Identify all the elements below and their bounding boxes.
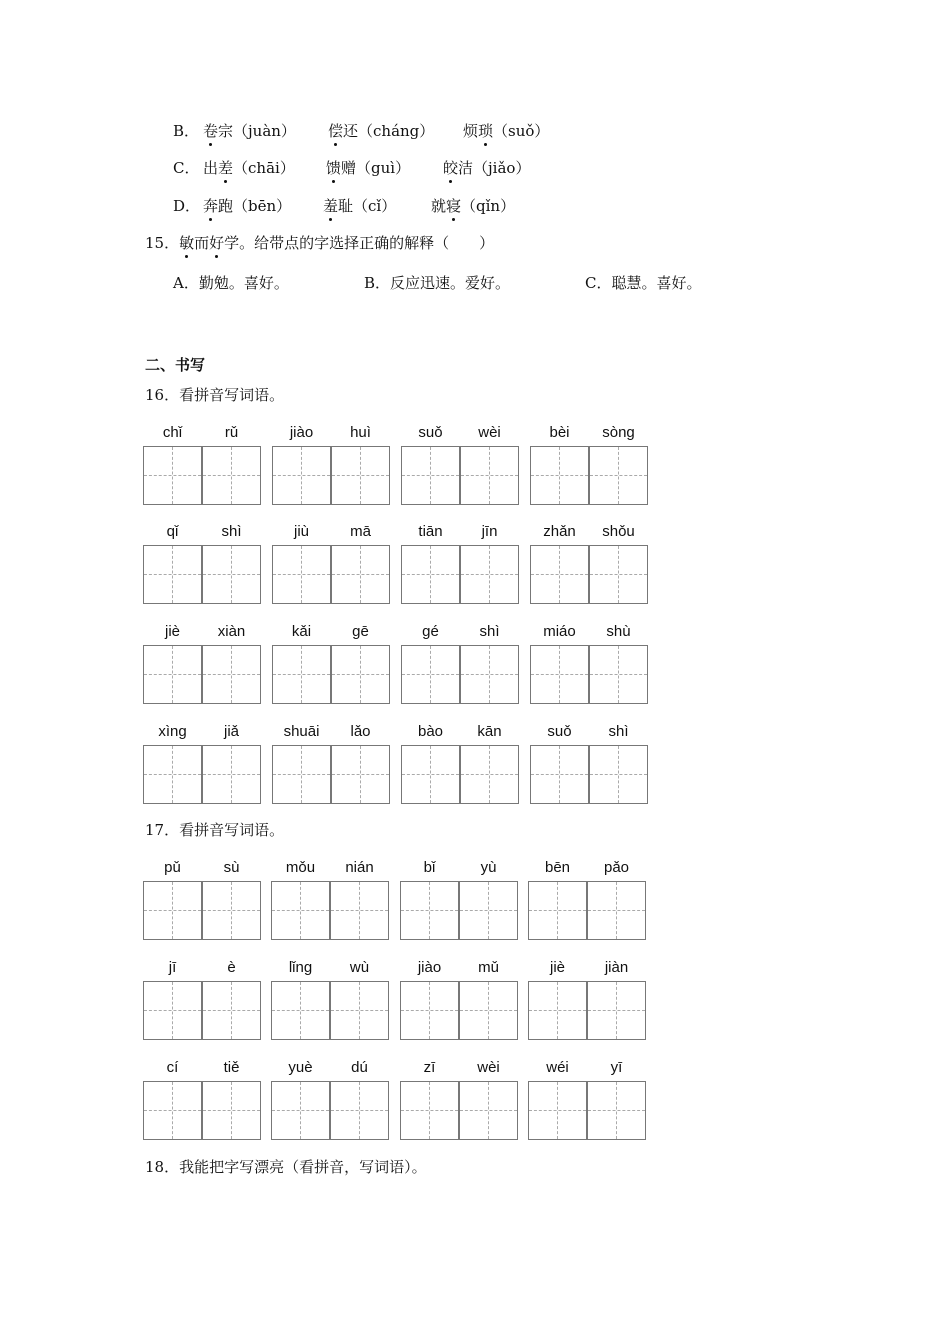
q16-title: 16．看拼音写词语。 (145, 386, 285, 404)
pinyin-label: jiè (549, 959, 565, 976)
writing-cell[interactable] (528, 1081, 587, 1140)
pinyin-label: sòng (602, 424, 635, 441)
pinyin-label: shì (479, 623, 500, 640)
pinyin-label: sù (223, 859, 240, 876)
pinyin-label: huì (350, 424, 371, 441)
pinyin-label: bèi (549, 424, 570, 441)
writing-cell[interactable] (143, 881, 202, 940)
pinyin-label: chǐ (162, 424, 183, 441)
pinyin-label: tiān (418, 523, 443, 540)
pinyin-label: wù (349, 959, 370, 976)
pinyin-label: yù (480, 859, 497, 876)
pinyin-label: kǎi (291, 623, 312, 640)
pinyin-label: jiào (289, 424, 314, 441)
pinyin-label: lǐng (288, 959, 313, 976)
writing-cell[interactable] (587, 981, 646, 1040)
writing-cell[interactable] (271, 881, 330, 940)
pinyin-label: suǒ (418, 424, 443, 441)
q17-title: 17．看拼音写词语。 (145, 821, 285, 839)
pinyin-label: pǎo (603, 859, 630, 876)
writing-cell[interactable] (202, 881, 261, 940)
pinyin-label: è (227, 959, 236, 976)
q14-d-item2: 羞耻（cǐ） (323, 197, 397, 215)
q15-option-c[interactable]: C．聪慧。喜好。 (585, 274, 702, 292)
pinyin-label: tiě (223, 1059, 240, 1076)
pinyin-label: wèi (477, 1059, 500, 1076)
pinyin-label: jiào (417, 959, 442, 976)
writing-cell[interactable] (587, 1081, 646, 1140)
pinyin-label: shù (606, 623, 631, 640)
pinyin-label: zī (423, 1059, 436, 1076)
pinyin-label: dú (351, 1059, 368, 1076)
q15-dotted-char-3: 好 (209, 234, 225, 252)
pinyin-label: bēn (544, 859, 571, 876)
q15-char-2: 而 (194, 234, 210, 252)
pinyin-label: jī (168, 959, 177, 976)
writing-cell[interactable] (459, 1081, 518, 1140)
pinyin-label: gē (352, 623, 369, 640)
pinyin-label: cí (166, 1059, 179, 1076)
section-title: 二、书写 (145, 356, 206, 374)
pinyin-label: zhǎn (543, 523, 576, 540)
writing-cell[interactable] (528, 881, 587, 940)
q14-c-item3: 皎洁（jiǎo） (443, 159, 531, 177)
writing-cell[interactable] (400, 981, 459, 1040)
q14-c-item1: 出差（chāi） (203, 159, 295, 177)
q14-c-letter: C． (173, 159, 200, 177)
writing-cell[interactable] (330, 981, 389, 1040)
pinyin-label: rǔ (224, 424, 239, 441)
pinyin-label: jiù (293, 523, 309, 540)
pinyin-label: xiàn (217, 623, 246, 640)
pinyin-label: kān (477, 723, 502, 740)
q15-option-a[interactable]: A．勤勉。喜好。 (173, 274, 289, 292)
pinyin-label: gé (422, 623, 439, 640)
pinyin-label: suǒ (547, 723, 572, 740)
pinyin-label: miáo (543, 623, 576, 640)
pinyin-label: jīn (481, 523, 498, 540)
writing-cell[interactable] (400, 881, 459, 940)
q14-b-item3: 烦琐（suǒ） (463, 122, 550, 140)
pinyin-label: jiàn (604, 959, 629, 976)
pinyin-label: xìng (158, 723, 187, 740)
writing-cell[interactable] (528, 981, 587, 1040)
writing-cell[interactable] (400, 1081, 459, 1140)
pinyin-label: shì (221, 523, 242, 540)
writing-cell[interactable] (202, 1081, 261, 1140)
writing-cell[interactable] (330, 881, 389, 940)
pinyin-label: mā (350, 523, 371, 540)
pinyin-label: yuè (288, 1059, 313, 1076)
writing-cell[interactable] (143, 981, 202, 1040)
pinyin-label: wèi (478, 424, 501, 441)
q15-dotted-char-1: 敏 (179, 234, 195, 252)
pinyin-label: shuāi (283, 723, 320, 740)
q14-b-letter: B． (173, 122, 200, 140)
q18-title: 18．我能把字写漂亮（看拼音，写词语）。 (145, 1158, 427, 1176)
q15-number: 15． (145, 234, 180, 252)
writing-cell[interactable] (202, 981, 261, 1040)
pinyin-label: shì (608, 723, 629, 740)
pinyin-label: bǐ (423, 859, 436, 876)
q14-b-item2: 偿还（cháng） (328, 122, 435, 140)
pinyin-label: jiǎ (223, 723, 239, 740)
q14-d-letter: D． (173, 197, 201, 215)
q15-option-b[interactable]: B．反应迅速。爱好。 (364, 274, 511, 292)
pinyin-label: wéi (546, 1059, 569, 1076)
writing-cell[interactable] (143, 1081, 202, 1140)
q15-rest: 学。给带点的字选择正确的解释（ ） (224, 234, 495, 252)
q14-b-item1: 卷宗（juàn） (203, 122, 296, 140)
pinyin-label: jiè (164, 623, 180, 640)
pinyin-label: shǒu (602, 523, 635, 540)
writing-cell[interactable] (459, 981, 518, 1040)
pinyin-label: mǒu (285, 859, 316, 876)
pinyin-label: lǎo (350, 723, 371, 740)
q14-d-item3: 就寝（qǐn） (431, 197, 516, 215)
pinyin-label: pǔ (164, 859, 181, 876)
pinyin-label: bào (417, 723, 444, 740)
pinyin-label: mǔ (478, 959, 499, 976)
writing-cell[interactable] (587, 881, 646, 940)
writing-cell[interactable] (330, 1081, 389, 1140)
pinyin-label: nián (345, 859, 374, 876)
pinyin-label: yī (610, 1059, 623, 1076)
pinyin-label: qǐ (166, 523, 179, 540)
writing-cell[interactable] (271, 981, 330, 1040)
writing-cell[interactable] (459, 881, 518, 940)
q14-c-item2: 馈赠（guì） (326, 159, 411, 177)
q14-d-item1: 奔跑（bēn） (203, 197, 292, 215)
writing-cell[interactable] (271, 1081, 330, 1140)
